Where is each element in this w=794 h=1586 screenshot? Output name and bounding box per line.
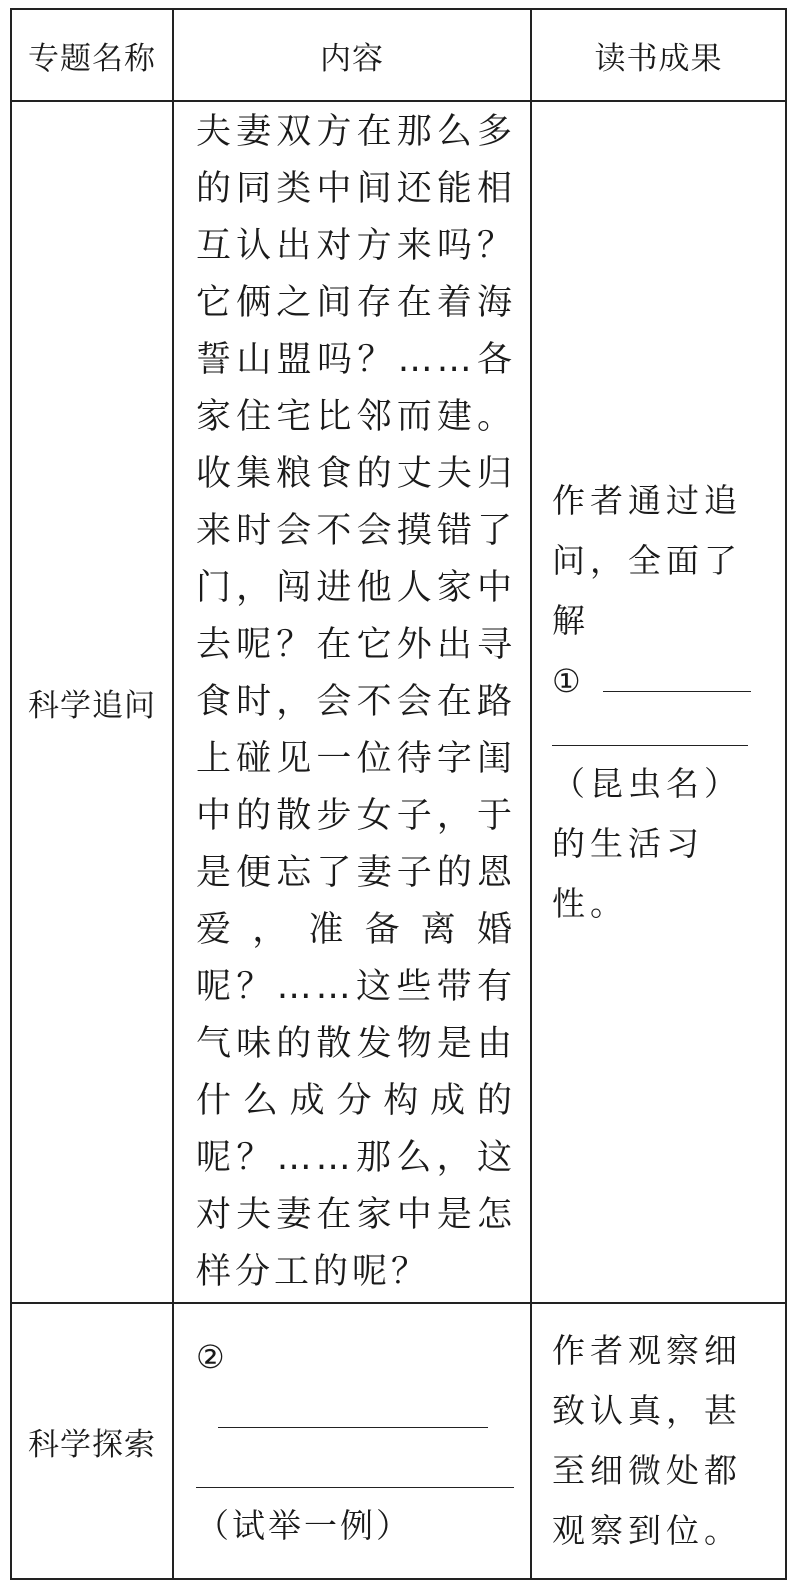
result-cell [531,101,786,1303]
result-suffix: （昆虫名）的生活习性。 [552,763,742,923]
content-cell [173,101,531,1303]
excerpt-text: 夫妻双方在那么多的同类中间还能相互认出对方来吗？它俩之间存在着海誓山盟吗？……各家住宅比邻而建。收集粮食的丈夫归来时会不会摸错了门，闯进他人家中去呢？在它外出寻食时，会不会在路上碰见一位待字闺中的散步女子，于是便忘了妻子的恩爱，准备离婚呢？……这些带有气味的散发物是由什么成分构成的呢？……那么，这对夫妻在家中是怎样分工的呢？ [196,111,516,1292]
result-cell [531,1303,786,1579]
blank-marker-2: ② [196,1337,225,1376]
header-content: 内容 [173,9,531,101]
table-row [11,1303,786,1579]
blank-marker-1: ① [552,661,581,700]
topic-label: 科学追问 [28,687,156,724]
content-note: （试举一例） [196,1505,412,1545]
answer-blank-1-continued[interactable] [552,711,748,746]
topic-cell [11,101,173,1303]
reading-table [10,8,787,1580]
answer-blank-2[interactable] [218,1393,488,1428]
result-prefix: 作者通过追问，全面了解 [552,480,742,640]
topic-cell [11,1303,173,1579]
explore-answer-area [196,1327,516,1556]
table-header-row [11,9,786,101]
result-text [552,471,771,934]
answer-blank-1[interactable] [603,657,751,692]
topic-label: 科学探索 [28,1426,156,1463]
header-result: 读书成果 [531,9,786,101]
result-text: 作者观察细致认真，甚至细微处都观察到位。 [552,1331,742,1550]
content-cell [173,1303,531,1579]
header-topic-name: 专题名称 [11,9,173,101]
table-row [11,101,786,1303]
answer-blank-2-continued[interactable] [196,1453,514,1488]
